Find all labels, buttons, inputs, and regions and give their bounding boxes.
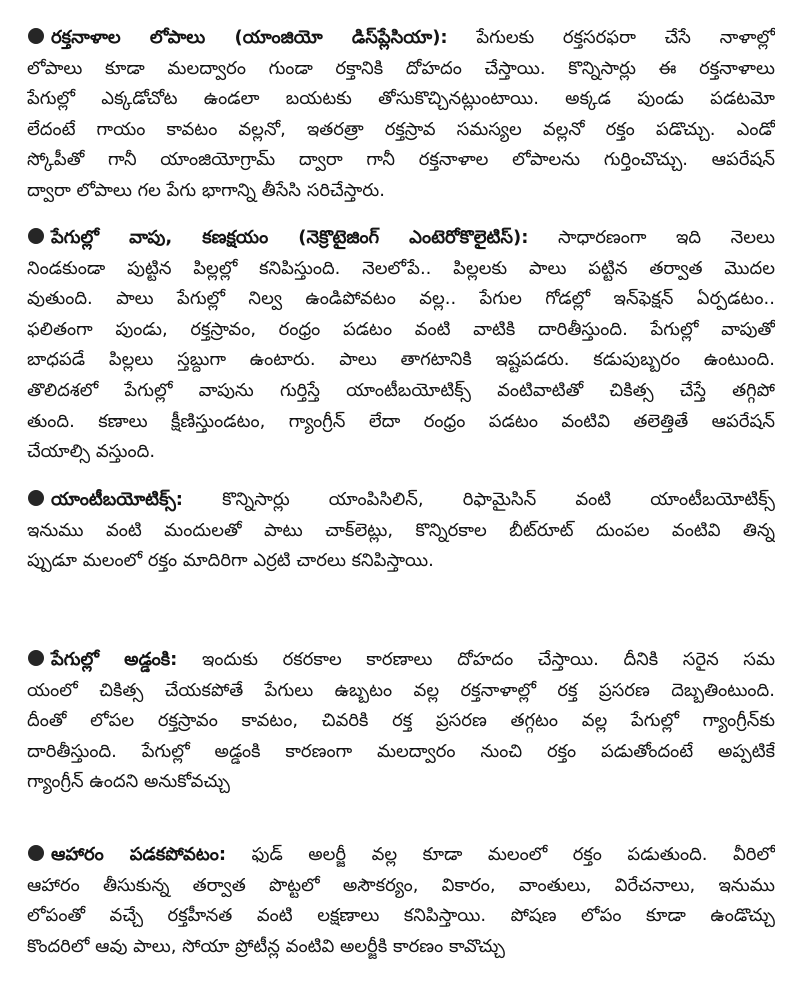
text-line: లోపాలు కూడా మలద్వారం గుండా రక్తానికి దోహదం చేస్తాయి. కొన్నిసార్లు ఈ రక్తనాళాలు: [27, 57, 775, 79]
text-line: చేయాల్సి వస్తుంది.: [27, 441, 156, 463]
bullet-icon: [28, 650, 44, 666]
section-intestinal-obstruction: [27, 645, 775, 798]
text-line: ప్పుడూ మలంలో రక్తం మాదిరిగా ఎర్రటి చారలు కనిపిస్తాయి.: [27, 550, 434, 572]
text-line: బాధపడే పిల్లలు స్తబ్దుగా ఉంటారు. పాలు తాగటానికి ఇష్టపడరు. కడుపుబ్బరం ఉంటుంది.: [27, 349, 775, 371]
section-antibiotics: [27, 485, 775, 577]
text-line: ఆహారం తీసుకున్న తర్వాత పొట్టలో అసౌకర్యం, వికారం, వాంతులు, విరేచనాలు, ఇనుము: [27, 874, 775, 896]
section-heading: రక్తనాళాల లోపాలు (యాంజియో డిస్‌ప్లేసియా):: [51, 27, 448, 48]
section-heading: యాంటీబయోటిక్స్:: [51, 489, 183, 510]
text-line: తొలిదశలో పేగుల్లో వాపును గుర్తిస్తే యాంటీబయోటిక్స్ వంటివాటితో చికిత్స చేస్తే తగ్గిపో: [27, 379, 775, 401]
text-line: తుంది. కణాలు క్షీణిస్తుండటం, గ్యాంగ్రీన్ లేదా రంధ్రం పడటం వంటివి తలెత్తితే ఆపరేషన్: [27, 410, 775, 432]
text-line: లోపంతో వచ్చే రక్తహీనత వంటి లక్షణాలు కనిపిస్తాయి. పోషణ లోపం కూడా ఉండొచ్చు: [27, 905, 775, 927]
text-line: లేదంటే గాయం కావటం వల్లనో, ఇతరత్రా రక్తస్రావ సమస్యల వల్లనో రక్తం పడొచ్చు. ఎండో: [27, 118, 775, 140]
text-line: పేగుల్లో ఎక్కడోచోట ఉండలా బయటకు తోసుకొచ్చినట్లుంటాయి. అక్కడ పుండు పడటమో: [27, 88, 775, 110]
section-vascular-defects: [27, 23, 775, 207]
section-intro: ఫుడ్ అలర్జీ వల్ల కూడా మలంలో రక్తం పడుతుంది. వీరిలో: [251, 844, 775, 865]
text-line: [27, 840, 775, 871]
text-line: నిండకుండా పుట్టిన పిల్లల్లో కనిపిస్తుంది. నెలలోపే.. పిల్లలకు పాలు పట్టిన తర్వాత మొదల: [27, 257, 775, 279]
bullet-icon: [28, 28, 44, 44]
section-heading: పేగుల్లో అడ్డంకి:: [51, 649, 178, 670]
text-line: వుతుంది. పాలు పేగుల్లో నిల్వ ఉండిపోవటం వల్ల.. పేగుల గోడల్లో ఇన్‌ఫెక్షన్ ఏర్పడటం..: [27, 288, 775, 310]
bullet-icon: [28, 228, 44, 244]
text-line: ఇనుము వంటి మందులతో పాటు చాక్‌లెట్లు, కొన్నిరకాల బీట్‌రూట్ దుంపల వంటివి తిన్న: [27, 519, 775, 541]
text-line: ఫలితంగా పుండు, రక్తస్రావం, రంధ్రం పడటం వంటి వాటికి దారితీస్తుంది. పేగుల్లో వాపుతో: [27, 318, 775, 340]
section-intro: సాధారణంగా ఇది నెలలు: [557, 227, 775, 248]
text-line: యంలో చికిత్స చేయకపోతే పేగులు ఉబ్బటం వల్ల రక్తనాళాల్లో రక్త ప్రసరణ దెబ్బతింటుంది.: [27, 679, 775, 701]
text-line: [27, 485, 775, 516]
section-heading: పేగుల్లో వాపు, కణక్షయం (నెక్రొటైజింగ్ ఎంటెరోకొలైటిస్):: [51, 227, 529, 248]
text-line: దీంతో లోపల రక్తస్రావం కావటం, చివరికి రక్త ప్రసరణ తగ్గటం వల్ల పేగుల్లో గ్యాంగ్రీన్‌కు: [27, 710, 775, 732]
text-line: గ్యాంగ్రీన్ ఉందని అనుకోవచ్చు: [27, 771, 230, 793]
bullet-icon: [28, 490, 44, 506]
section-necrotizing-enterocolitis: [27, 223, 775, 468]
section-food-allergy: [27, 840, 775, 962]
section-intro: పేగులకు రక్తసరఫరా చేసే నాళాల్లో: [476, 27, 775, 48]
text-line: [27, 23, 775, 54]
section-heading: ఆహారం పడకపోవటం:: [51, 844, 227, 865]
text-line: [27, 645, 775, 676]
text-line: [27, 223, 775, 254]
text-line: దారితీస్తుంది. పేగుల్లో అడ్డంకి కారణంగా మలద్వారం నుంచి రక్తం పడుతోందంటే అప్పటికే: [27, 740, 775, 762]
text-line: కొందరిలో ఆవు పాలు, సోయా ప్రోటీన్ల వంటివి అలర్జీకి కారణం కావొచ్చు: [27, 935, 505, 957]
text-line: స్కోపీతో గానీ యాంజియోగ్రామ్ ద్వారా గానీ రక్తనాళాల లోపాలను గుర్తించొచ్చు. ఆపరేషన్: [27, 149, 775, 171]
bullet-icon: [28, 845, 44, 861]
text-line: ద్వారా లోపాలు గల పేగు భాగాన్ని తీసేసి సరిచేస్తారు.: [27, 179, 385, 201]
section-intro: ఇందుకు రకరకాల కారణాలు దోహదం చేస్తాయి. దీనికి సరైన సమ: [201, 649, 775, 670]
section-intro: కొన్నిసార్లు యాంపిసిలిన్, రిఫామైసిన్ వంటి యాంటీబయోటిక్స్: [222, 489, 775, 510]
